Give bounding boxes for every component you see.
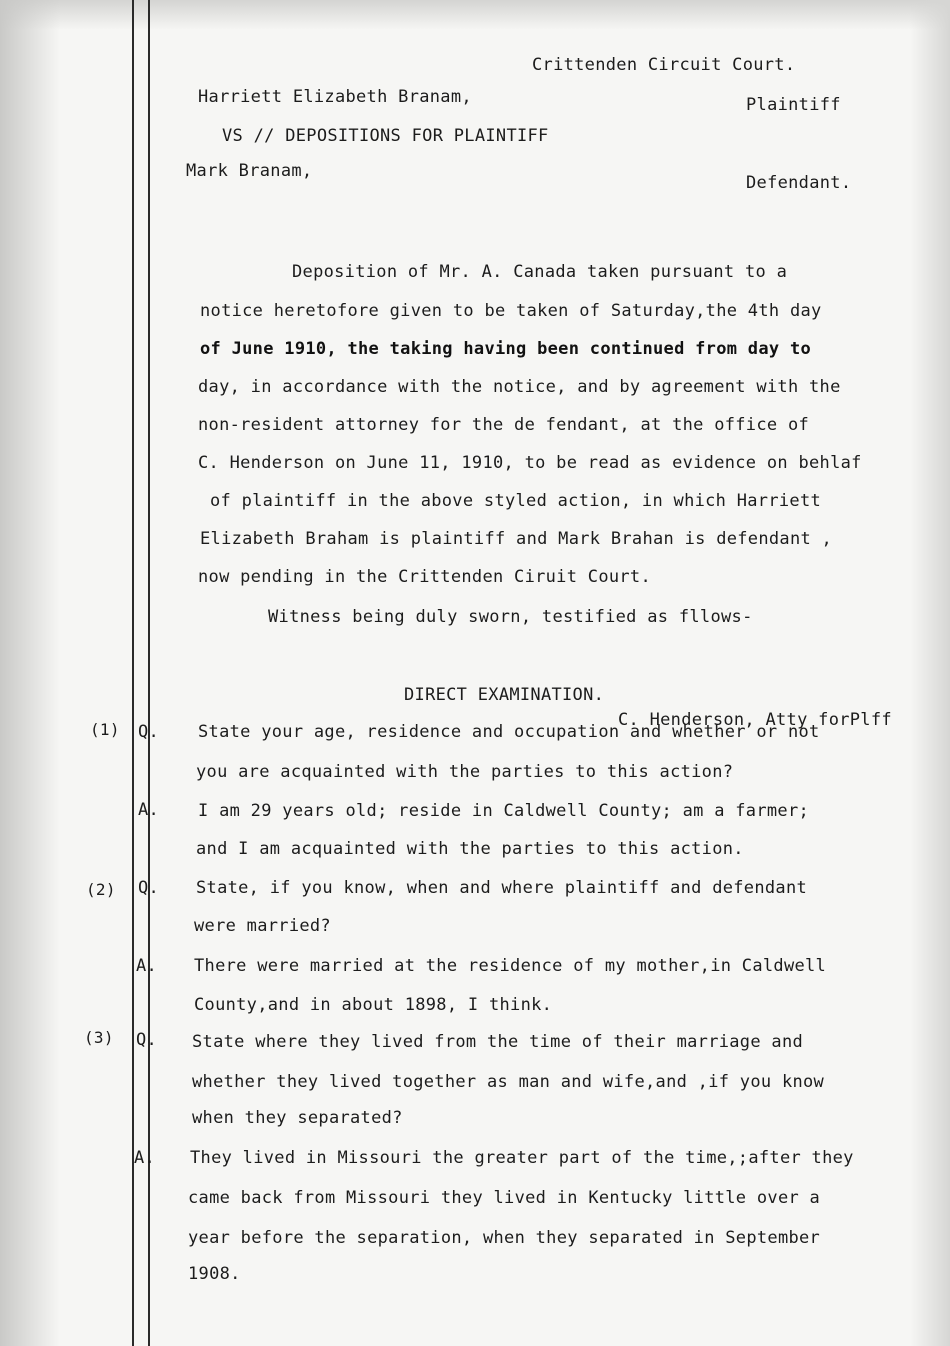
intro-line-5: non-resident attorney for the de fendant, at the office of — [198, 415, 810, 435]
intro-line-8: Elizabeth Braham is plaintiff and Mark Brahan is defendant , — [200, 529, 833, 549]
question-number-3: (3) — [84, 1028, 114, 1047]
attorney-line: C. Henderson, Atty forPlff — [618, 710, 892, 730]
exam-heading: DIRECT EXAMINATION. — [404, 685, 605, 705]
question-2-line-1: State, if you know, when and where plaintiff and defendant — [196, 878, 808, 898]
intro-line-2: notice heretofore given to be taken of Saturday,the 4th day — [200, 301, 822, 321]
intro-line-9: now pending in the Crittenden Ciruit Court. — [198, 567, 651, 587]
question-number-1: (1) — [90, 720, 120, 739]
intro-line-3: of June 1910, the taking having been continued from day to — [200, 339, 812, 359]
question-2-line-2: were married? — [194, 916, 331, 936]
defendant-role: Defendant. — [746, 173, 852, 193]
question-1-line-2: you are acquainted with the parties to this action? — [196, 762, 734, 782]
intro-line-6: C. Henderson on June 11, 1910, to be read as evidence on behlaf — [198, 453, 862, 473]
defendant-name: Mark Branam, — [186, 161, 313, 181]
a-marker-1: A. — [138, 800, 160, 820]
answer-1-line-2: and I am acquainted with the parties to this action. — [196, 839, 744, 859]
question-3-line-2: whether they lived together as man and wife,and ,if you know — [192, 1072, 825, 1092]
answer-2-line-2: County,and in about 1898, I think. — [194, 995, 553, 1015]
q-marker-3: Q. — [136, 1030, 158, 1050]
margin-rule-outer — [132, 0, 134, 1346]
question-number-2: (2) — [86, 880, 116, 899]
intro-line-7: of plaintiff in the above styled action, in which Harriett — [210, 491, 822, 511]
q-marker-2: Q. — [138, 878, 160, 898]
q-marker-1: Q. — [138, 722, 160, 742]
answer-3-line-2: came back from Missouri they lived in Kentucky little over a — [188, 1188, 821, 1208]
answer-2-line-1: There were married at the residence of my mother,in Caldwell — [194, 956, 827, 976]
answer-3-line-1: They lived in Missouri the greater part of the time,;after they — [190, 1148, 854, 1168]
a-marker-3: A. — [134, 1148, 156, 1168]
plaintiff-name: Harriett Elizabeth Branam, — [198, 87, 472, 107]
question-3-line-1: State where they lived from the time of their marriage and — [192, 1032, 804, 1052]
question-3-line-3: when they separated? — [192, 1108, 403, 1128]
answer-3-line-3: year before the separation, when they separated in September — [188, 1228, 821, 1248]
question-1-line-1: State your age, residence and occupation and whether or not — [198, 722, 820, 742]
sworn-statement: Witness being duly sworn, testified as fllows- — [268, 607, 753, 627]
plaintiff-role: Plaintiff — [746, 95, 841, 115]
answer-1-line-1: I am 29 years old; reside in Caldwell County; am a farmer; — [198, 801, 810, 821]
intro-line-1: Deposition of Mr. A. Canada taken pursuant to a — [292, 262, 788, 282]
scan-shadow-top — [0, 0, 950, 30]
case-caption: VS // DEPOSITIONS FOR PLAINTIFF — [222, 126, 549, 146]
intro-line-4: day, in accordance with the notice, and by agreement with the — [198, 377, 841, 397]
answer-3-line-4: 1908. — [188, 1264, 241, 1284]
scan-shadow-left — [0, 0, 60, 1346]
scan-shadow-right — [910, 0, 950, 1346]
a-marker-2: A. — [136, 956, 158, 976]
margin-rule-inner — [148, 0, 150, 1346]
court-name: Crittenden Circuit Court. — [532, 55, 796, 75]
